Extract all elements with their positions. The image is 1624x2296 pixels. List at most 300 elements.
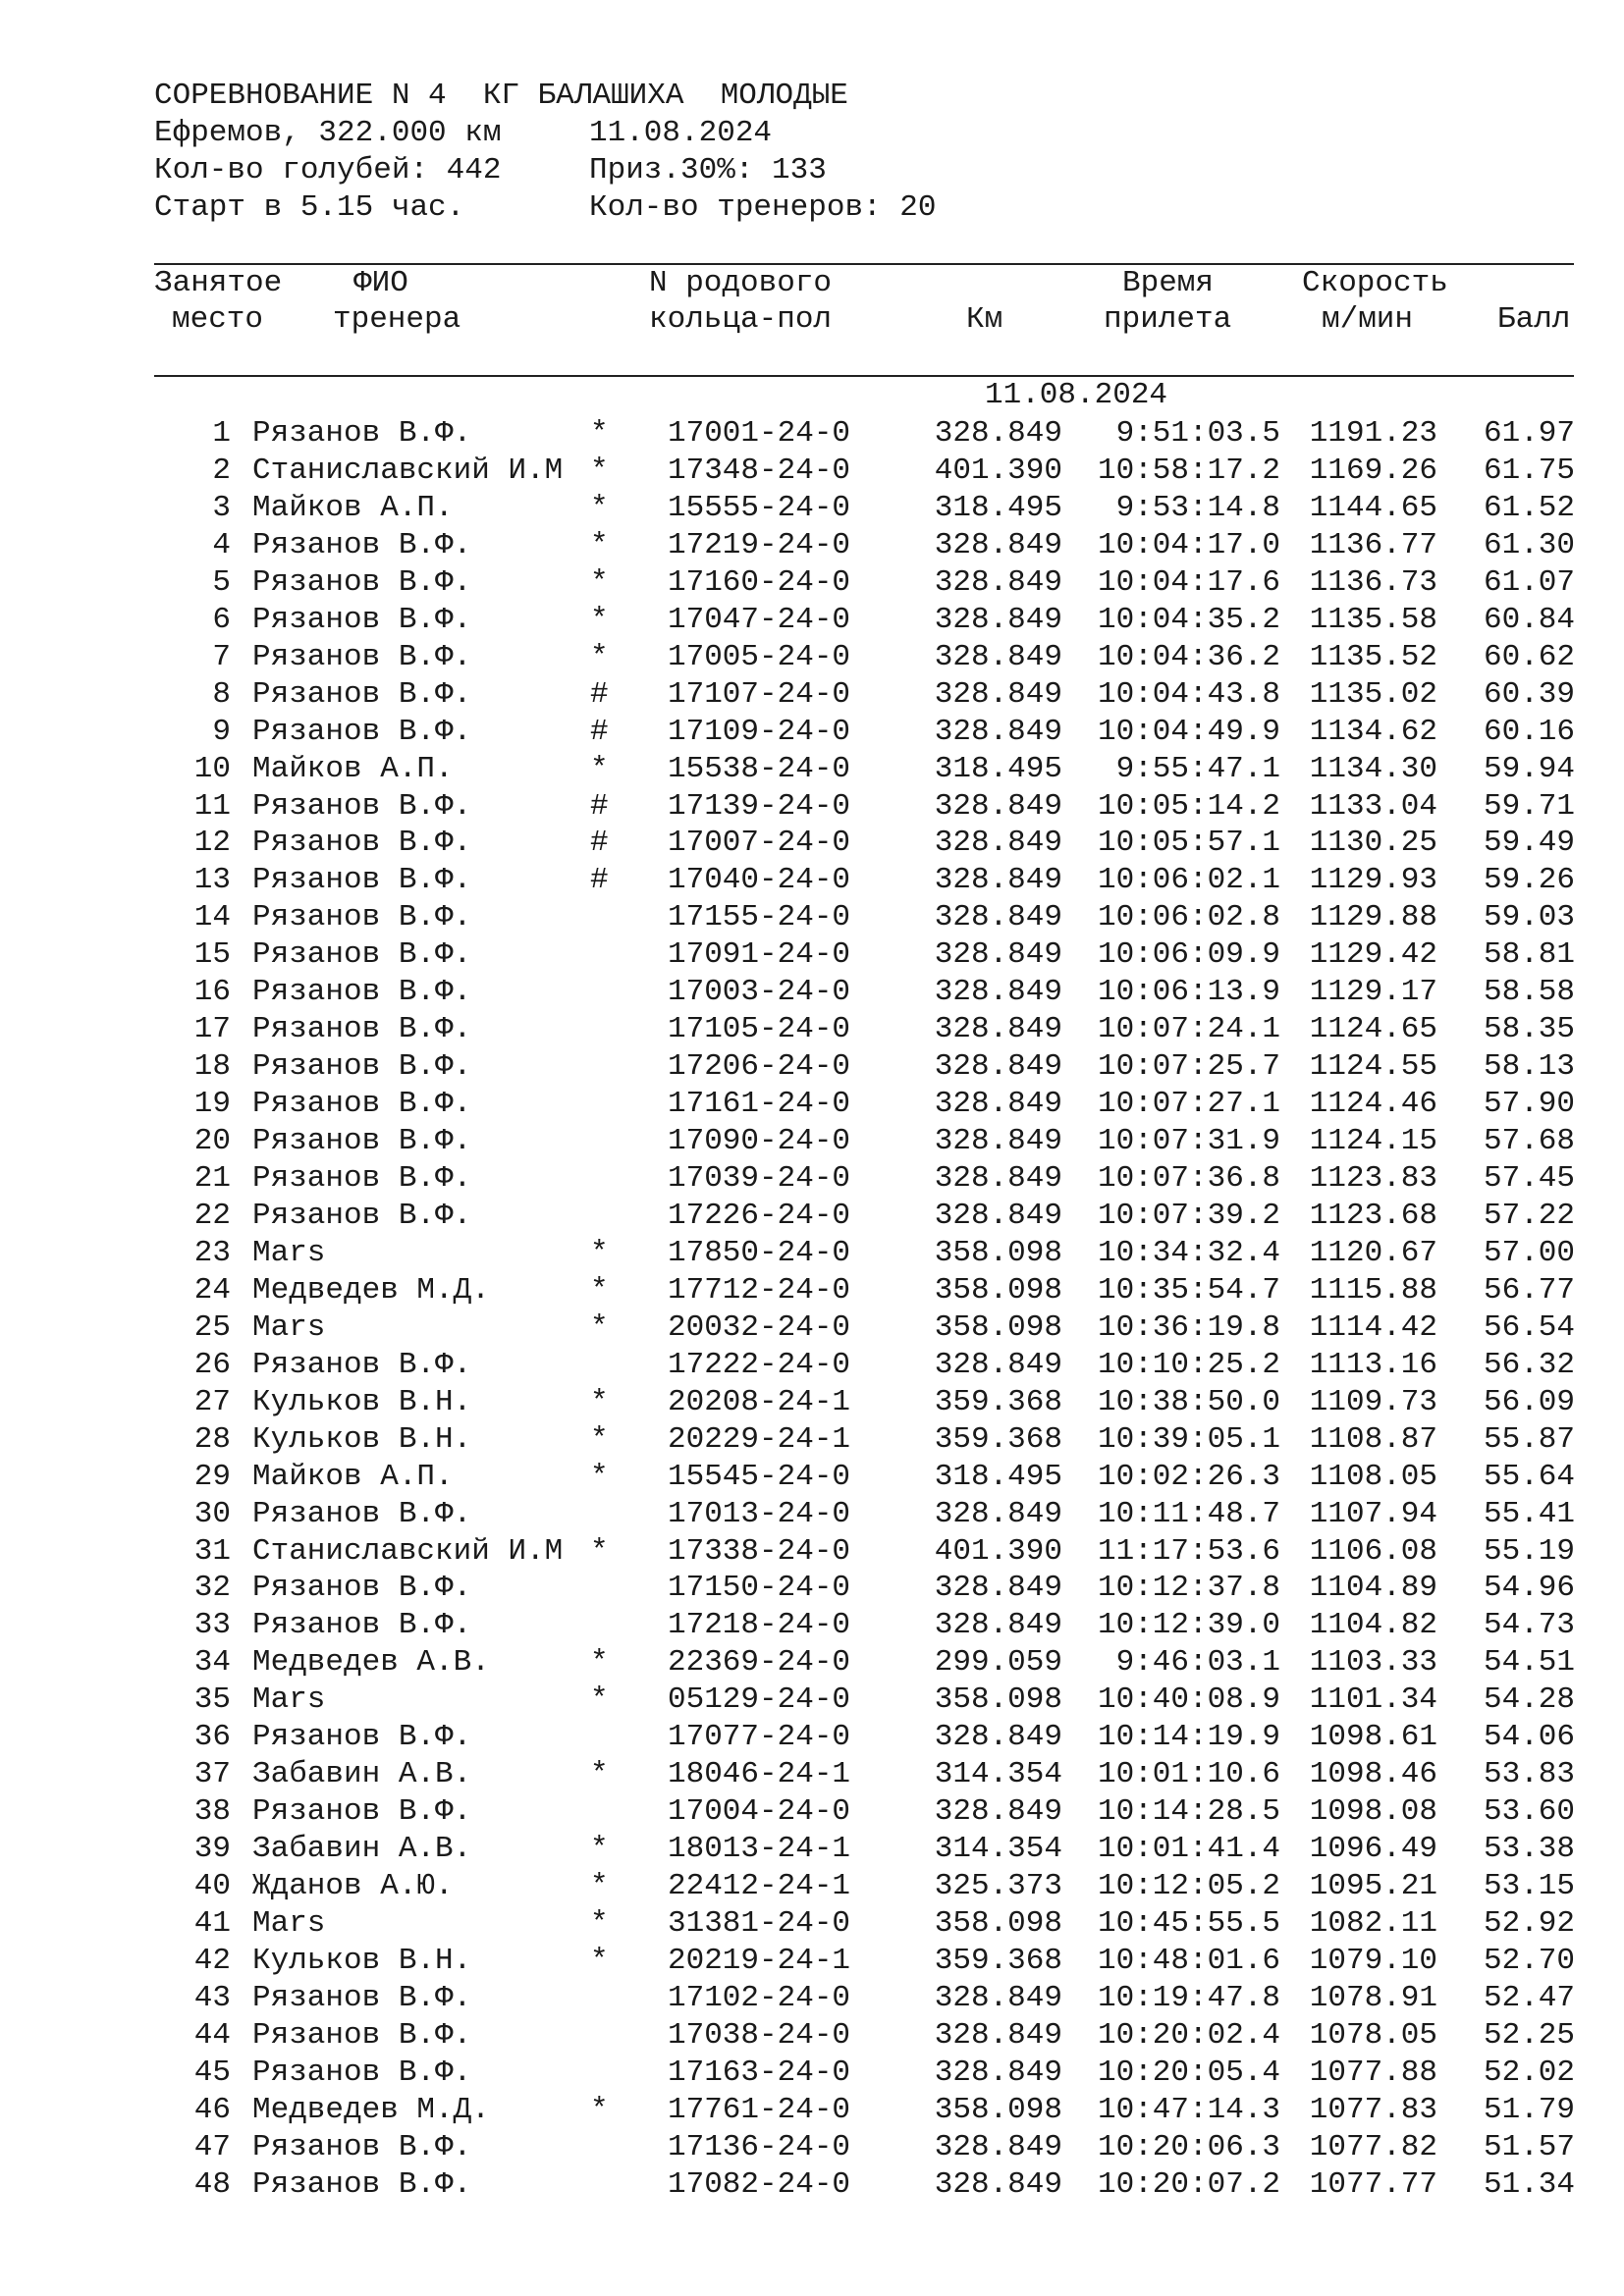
ring-number-cell: 17150-24-0 <box>668 1571 851 1606</box>
ring-number-cell: 17761-24-0 <box>668 2092 851 2127</box>
trainer-name-cell: Рязанов В.Ф. <box>252 1720 472 1755</box>
place-cell: 43 <box>193 1980 231 2015</box>
mark-cell: * <box>590 1235 609 1270</box>
points-cell: 61.97 <box>1483 416 1575 451</box>
speed-cell: 1129.93 <box>1309 863 1437 898</box>
arrival-time-cell: 10:01:41.4 <box>1097 1832 1280 1867</box>
km-cell: 328.849 <box>934 2055 1062 2090</box>
arrival-time-cell: 10:02:26.3 <box>1097 1459 1280 1494</box>
ring-number-cell: 17206-24-0 <box>668 1049 851 1085</box>
trainer-name-cell: Рязанов В.Ф. <box>252 2017 472 2053</box>
points-cell: 51.79 <box>1483 2092 1575 2127</box>
table-row <box>0 1644 1624 1682</box>
arrival-time-cell: 10:07:36.8 <box>1097 1161 1280 1196</box>
arrival-time-cell: 11:17:53.6 <box>1097 1533 1280 1569</box>
speed-cell: 1114.42 <box>1309 1309 1437 1345</box>
mark-cell: * <box>590 1309 609 1345</box>
place-cell: 38 <box>193 1794 231 1830</box>
km-cell: 401.390 <box>934 1533 1062 1569</box>
trainer-name-cell: Рязанов В.Ф. <box>252 2129 472 2164</box>
arrival-time-cell: 10:19:47.8 <box>1097 1980 1280 2015</box>
trainer-name-cell: Рязанов В.Ф. <box>252 1980 472 2015</box>
table-row <box>0 1570 1624 1607</box>
ring-number-cell: 17712-24-0 <box>668 1272 851 1308</box>
trainer-name-cell: Майков А.П. <box>252 490 454 525</box>
speed-cell: 1078.05 <box>1309 2017 1437 2053</box>
ring-number-cell: 17105-24-0 <box>668 1012 851 1047</box>
trainer-name-cell: Станиславский И.М <box>252 453 564 488</box>
trainer-name-cell: Майков А.П. <box>252 751 454 786</box>
place-cell: 22 <box>193 1198 231 1233</box>
ring-number-cell: 15545-24-0 <box>668 1459 851 1494</box>
col-speed-line2: м/мин <box>1322 302 1414 337</box>
mark-cell: * <box>590 1533 609 1569</box>
arrival-time-cell: 10:06:02.8 <box>1097 900 1280 935</box>
table-row <box>0 788 1624 826</box>
table-row <box>0 714 1624 751</box>
speed-cell: 1107.94 <box>1309 1496 1437 1531</box>
col-name-line2: тренера <box>333 302 461 337</box>
trainer-count: Кол-во тренеров: 20 <box>589 190 937 225</box>
arrival-time-cell: 10:10:25.2 <box>1097 1347 1280 1382</box>
ring-number-cell: 17102-24-0 <box>668 1980 851 2015</box>
mark-cell: * <box>590 639 609 674</box>
table-row <box>0 1607 1624 1644</box>
arrival-time-cell: 10:04:17.6 <box>1097 564 1280 600</box>
arrival-time-cell: 10:34:32.4 <box>1097 1235 1280 1270</box>
trainer-name-cell: Медведев М.Д. <box>252 2092 490 2127</box>
mark-cell: * <box>590 490 609 525</box>
table-row <box>0 1384 1624 1421</box>
place-cell: 42 <box>193 1943 231 1978</box>
trainer-name-cell: Медведев М.Д. <box>252 1272 490 1308</box>
table-row <box>0 2017 1624 2055</box>
points-cell: 57.68 <box>1483 1124 1575 1159</box>
km-cell: 318.495 <box>934 1459 1062 1494</box>
km-cell: 328.849 <box>934 1049 1062 1085</box>
place-cell: 34 <box>193 1645 231 1681</box>
ring-number-cell: 17038-24-0 <box>668 2017 851 2053</box>
arrival-time-cell: 10:07:24.1 <box>1097 1012 1280 1047</box>
speed-cell: 1108.87 <box>1309 1421 1437 1457</box>
km-cell: 328.849 <box>934 2129 1062 2164</box>
ring-number-cell: 17001-24-0 <box>668 416 851 451</box>
arrival-time-cell: 10:04:49.9 <box>1097 714 1280 749</box>
points-cell: 54.73 <box>1483 1608 1575 1643</box>
points-cell: 56.32 <box>1483 1347 1575 1382</box>
km-cell: 328.849 <box>934 714 1062 749</box>
trainer-name-cell: Медведев А.В. <box>252 1645 490 1681</box>
arrival-time-cell: 9:46:03.1 <box>1115 1645 1280 1681</box>
km-cell: 318.495 <box>934 751 1062 786</box>
arrival-time-cell: 10:20:02.4 <box>1097 2017 1280 2053</box>
trainer-name-cell: Рязанов В.Ф. <box>252 900 472 935</box>
km-cell: 328.849 <box>934 1794 1062 1830</box>
mark-cell: * <box>590 453 609 488</box>
ring-number-cell: 15555-24-0 <box>668 490 851 525</box>
table-row <box>0 1719 1624 1756</box>
points-cell: 54.06 <box>1483 1720 1575 1755</box>
table-row <box>0 676 1624 714</box>
ring-number-cell: 17109-24-0 <box>668 714 851 749</box>
points-cell: 59.49 <box>1483 826 1575 861</box>
ring-number-cell: 17090-24-0 <box>668 1124 851 1159</box>
table-row <box>0 1533 1624 1571</box>
trainer-name-cell: Рязанов В.Ф. <box>252 1794 472 1830</box>
km-cell: 328.849 <box>934 416 1062 451</box>
speed-cell: 1098.08 <box>1309 1794 1437 1830</box>
mark-cell: * <box>590 527 609 562</box>
trainer-name-cell: Рязанов В.Ф. <box>252 1347 472 1382</box>
ring-number-cell: 05129-24-0 <box>668 1682 851 1718</box>
trainer-name-cell: Рязанов В.Ф. <box>252 1049 472 1085</box>
speed-cell: 1082.11 <box>1309 1906 1437 1941</box>
ring-number-cell: 17047-24-0 <box>668 602 851 637</box>
trainer-name-cell: Рязанов В.Ф. <box>252 1571 472 1606</box>
speed-cell: 1103.33 <box>1309 1645 1437 1681</box>
speed-cell: 1133.04 <box>1309 788 1437 824</box>
points-cell: 53.38 <box>1483 1832 1575 1867</box>
place-cell: 40 <box>193 1869 231 1904</box>
arrival-time-cell: 10:04:17.0 <box>1097 527 1280 562</box>
points-cell: 54.96 <box>1483 1571 1575 1606</box>
arrival-time-cell: 10:12:37.8 <box>1097 1571 1280 1606</box>
points-cell: 54.28 <box>1483 1682 1575 1718</box>
trainer-name-cell: Рязанов В.Ф. <box>252 416 472 451</box>
col-ring-line1: N родового <box>649 266 833 300</box>
speed-cell: 1079.10 <box>1309 1943 1437 1978</box>
table-row <box>0 1905 1624 1943</box>
speed-cell: 1135.02 <box>1309 676 1437 712</box>
table-row <box>0 1682 1624 1719</box>
place-cell: 1 <box>212 416 231 451</box>
km-cell: 328.849 <box>934 1608 1062 1643</box>
km-cell: 358.098 <box>934 2092 1062 2127</box>
place-cell: 37 <box>193 1757 231 1792</box>
place-cell: 2 <box>212 453 231 488</box>
points-cell: 60.62 <box>1483 639 1575 674</box>
km-cell: 328.849 <box>934 900 1062 935</box>
table-row <box>0 1831 1624 1868</box>
place-cell: 26 <box>193 1347 231 1382</box>
km-cell: 328.849 <box>934 639 1062 674</box>
speed-cell: 1124.65 <box>1309 1012 1437 1047</box>
table-row <box>0 936 1624 974</box>
km-cell: 358.098 <box>934 1309 1062 1345</box>
speed-cell: 1077.82 <box>1309 2129 1437 2164</box>
km-cell: 401.390 <box>934 453 1062 488</box>
km-cell: 328.849 <box>934 1198 1062 1233</box>
mark-cell: * <box>590 1421 609 1457</box>
arrival-time-cell: 10:35:54.7 <box>1097 1272 1280 1308</box>
points-cell: 58.58 <box>1483 975 1575 1010</box>
ring-number-cell: 15538-24-0 <box>668 751 851 786</box>
place-cell: 35 <box>193 1682 231 1718</box>
points-cell: 51.57 <box>1483 2129 1575 2164</box>
speed-cell: 1124.55 <box>1309 1049 1437 1085</box>
trainer-name-cell: Майков А.П. <box>252 1459 454 1494</box>
km-cell: 328.849 <box>934 2017 1062 2053</box>
points-cell: 55.41 <box>1483 1496 1575 1531</box>
arrival-time-cell: 10:07:25.7 <box>1097 1049 1280 1085</box>
points-cell: 56.77 <box>1483 1272 1575 1308</box>
place-cell: 45 <box>193 2055 231 2090</box>
trainer-name-cell: Рязанов В.Ф. <box>252 937 472 973</box>
place-cell: 10 <box>193 751 231 786</box>
speed-cell: 1077.77 <box>1309 2166 1437 2202</box>
speed-cell: 1135.58 <box>1309 602 1437 637</box>
table-row <box>0 1421 1624 1459</box>
arrival-time-cell: 10:40:08.9 <box>1097 1682 1280 1718</box>
place-cell: 17 <box>193 1012 231 1047</box>
speed-cell: 1130.25 <box>1309 826 1437 861</box>
col-ring-line2: кольца-пол <box>649 302 833 337</box>
start-time: Старт в 5.15 час. <box>154 190 465 225</box>
speed-cell: 1104.89 <box>1309 1571 1437 1606</box>
col-time-line1: Время <box>1122 266 1215 300</box>
ring-number-cell: 17139-24-0 <box>668 788 851 824</box>
place-cell: 24 <box>193 1272 231 1308</box>
points-cell: 59.94 <box>1483 751 1575 786</box>
table-row <box>0 862 1624 899</box>
header-rule-bottom <box>154 375 1574 377</box>
mark-cell: * <box>590 1943 609 1978</box>
trainer-name-cell: Рязанов В.Ф. <box>252 714 472 749</box>
points-cell: 61.07 <box>1483 564 1575 600</box>
ring-number-cell: 17004-24-0 <box>668 1794 851 1830</box>
trainer-name-cell: Кульков В.Н. <box>252 1384 472 1419</box>
mark-cell: * <box>590 416 609 451</box>
km-cell: 299.059 <box>934 1645 1062 1681</box>
date-separator: 11.08.2024 <box>985 378 1168 412</box>
km-cell: 328.849 <box>934 863 1062 898</box>
table-row <box>0 1123 1624 1160</box>
ring-number-cell: 22369-24-0 <box>668 1645 851 1681</box>
mark-cell: * <box>590 1906 609 1941</box>
trainer-name-cell: Рязанов В.Ф. <box>252 1087 472 1122</box>
place-cell: 5 <box>212 564 231 600</box>
competition-title: СОРЕВНОВАНИЕ N 4 КГ БАЛАШИХА МОЛОДЫЕ <box>154 79 848 113</box>
ring-number-cell: 17039-24-0 <box>668 1161 851 1196</box>
col-points: Балл <box>1497 302 1571 337</box>
mark-cell: * <box>590 1869 609 1904</box>
km-cell: 328.849 <box>934 1161 1062 1196</box>
trainer-name-cell: Рязанов В.Ф. <box>252 863 472 898</box>
col-place-line1: Занятое <box>154 266 283 300</box>
ring-number-cell: 17161-24-0 <box>668 1087 851 1122</box>
place-cell: 3 <box>212 490 231 525</box>
place-cell: 44 <box>193 2017 231 2053</box>
km-cell: 358.098 <box>934 1682 1062 1718</box>
mark-cell: * <box>590 1384 609 1419</box>
ring-number-cell: 17226-24-0 <box>668 1198 851 1233</box>
speed-cell: 1077.88 <box>1309 2055 1437 2090</box>
arrival-time-cell: 10:58:17.2 <box>1097 453 1280 488</box>
ring-number-cell: 17219-24-0 <box>668 527 851 562</box>
mark-cell: * <box>590 1272 609 1308</box>
table-row <box>0 2166 1624 2204</box>
mark-cell: * <box>590 1757 609 1792</box>
ring-number-cell: 20208-24-1 <box>668 1384 851 1419</box>
trainer-name-cell: Рязанов В.Ф. <box>252 1496 472 1531</box>
table-row <box>0 1272 1624 1309</box>
table-row <box>0 1496 1624 1533</box>
speed-cell: 1134.62 <box>1309 714 1437 749</box>
arrival-time-cell: 10:04:35.2 <box>1097 602 1280 637</box>
table-row <box>0 974 1624 1011</box>
arrival-time-cell: 10:14:28.5 <box>1097 1794 1280 1830</box>
trainer-name-cell: Жданов А.Ю. <box>252 1869 454 1904</box>
arrival-time-cell: 10:06:13.9 <box>1097 975 1280 1010</box>
table-row <box>0 2092 1624 2129</box>
trainer-name-cell: Рязанов В.Ф. <box>252 639 472 674</box>
km-cell: 328.849 <box>934 2166 1062 2202</box>
speed-cell: 1124.15 <box>1309 1124 1437 1159</box>
km-cell: 328.849 <box>934 564 1062 600</box>
mark-cell: * <box>590 1645 609 1681</box>
table-row <box>0 602 1624 639</box>
place-cell: 15 <box>193 937 231 973</box>
points-cell: 52.92 <box>1483 1906 1575 1941</box>
trainer-name-cell: Рязанов В.Ф. <box>252 602 472 637</box>
points-cell: 59.26 <box>1483 863 1575 898</box>
trainer-name-cell: Станиславский И.М <box>252 1533 564 1569</box>
place-cell: 29 <box>193 1459 231 1494</box>
place-cell: 4 <box>212 527 231 562</box>
place-cell: 25 <box>193 1309 231 1345</box>
arrival-time-cell: 10:20:06.3 <box>1097 2129 1280 2164</box>
points-cell: 53.15 <box>1483 1869 1575 1904</box>
ring-number-cell: 17013-24-0 <box>668 1496 851 1531</box>
km-cell: 359.368 <box>934 1943 1062 1978</box>
ring-number-cell: 17091-24-0 <box>668 937 851 973</box>
speed-cell: 1144.65 <box>1309 490 1437 525</box>
place-cell: 31 <box>193 1533 231 1569</box>
mark-cell: # <box>590 826 609 861</box>
trainer-name-cell: Mars <box>252 1309 326 1345</box>
table-row <box>0 2129 1624 2166</box>
trainer-name-cell: Кульков В.Н. <box>252 1943 472 1978</box>
arrival-time-cell: 10:20:07.2 <box>1097 2166 1280 2202</box>
ring-number-cell: 17077-24-0 <box>668 1720 851 1755</box>
place-cell: 33 <box>193 1608 231 1643</box>
table-row <box>0 453 1624 490</box>
points-cell: 58.81 <box>1483 937 1575 973</box>
speed-cell: 1124.46 <box>1309 1087 1437 1122</box>
table-row <box>0 1086 1624 1123</box>
arrival-time-cell: 10:14:19.9 <box>1097 1720 1280 1755</box>
table-row <box>0 1459 1624 1496</box>
ring-number-cell: 17107-24-0 <box>668 676 851 712</box>
km-cell: 358.098 <box>934 1906 1062 1941</box>
points-cell: 58.13 <box>1483 1049 1575 1085</box>
ring-number-cell: 17160-24-0 <box>668 564 851 600</box>
trainer-name-cell: Кульков В.Н. <box>252 1421 472 1457</box>
km-cell: 328.849 <box>934 1087 1062 1122</box>
place-cell: 46 <box>193 2092 231 2127</box>
km-cell: 358.098 <box>934 1272 1062 1308</box>
speed-cell: 1123.68 <box>1309 1198 1437 1233</box>
km-cell: 328.849 <box>934 1124 1062 1159</box>
table-row <box>0 1198 1624 1235</box>
mark-cell: # <box>590 714 609 749</box>
place-cell: 13 <box>193 863 231 898</box>
ring-number-cell: 17040-24-0 <box>668 863 851 898</box>
points-cell: 59.71 <box>1483 788 1575 824</box>
place-cell: 6 <box>212 602 231 637</box>
release-place: Ефремов, 322.000 км <box>154 116 502 150</box>
col-speed-line1: Скорость <box>1302 266 1448 300</box>
ring-number-cell: 17338-24-0 <box>668 1533 851 1569</box>
points-cell: 60.16 <box>1483 714 1575 749</box>
speed-cell: 1191.23 <box>1309 416 1437 451</box>
km-cell: 328.849 <box>934 937 1062 973</box>
ring-number-cell: 17163-24-0 <box>668 2055 851 2090</box>
col-km: Км <box>966 302 1003 337</box>
arrival-time-cell: 10:05:14.2 <box>1097 788 1280 824</box>
km-cell: 328.849 <box>934 1571 1062 1606</box>
km-cell: 314.354 <box>934 1832 1062 1867</box>
km-cell: 359.368 <box>934 1421 1062 1457</box>
table-row <box>0 2055 1624 2092</box>
mark-cell: * <box>590 602 609 637</box>
trainer-name-cell: Рязанов В.Ф. <box>252 1124 472 1159</box>
km-cell: 328.849 <box>934 527 1062 562</box>
speed-cell: 1098.61 <box>1309 1720 1437 1755</box>
arrival-time-cell: 9:51:03.5 <box>1115 416 1280 451</box>
km-cell: 328.849 <box>934 826 1062 861</box>
arrival-time-cell: 10:36:19.8 <box>1097 1309 1280 1345</box>
speed-cell: 1136.77 <box>1309 527 1437 562</box>
trainer-name-cell: Рязанов В.Ф. <box>252 564 472 600</box>
points-cell: 55.87 <box>1483 1421 1575 1457</box>
arrival-time-cell: 10:07:31.9 <box>1097 1124 1280 1159</box>
arrival-time-cell: 10:11:48.7 <box>1097 1496 1280 1531</box>
arrival-time-cell: 10:04:36.2 <box>1097 639 1280 674</box>
points-cell: 55.19 <box>1483 1533 1575 1569</box>
arrival-time-cell: 10:20:05.4 <box>1097 2055 1280 2090</box>
table-row <box>0 1048 1624 1086</box>
speed-cell: 1120.67 <box>1309 1235 1437 1270</box>
col-time-line2: прилета <box>1104 302 1232 337</box>
points-cell: 61.30 <box>1483 527 1575 562</box>
arrival-time-cell: 9:55:47.1 <box>1115 751 1280 786</box>
table-row <box>0 1011 1624 1048</box>
table-row <box>0 751 1624 788</box>
speed-cell: 1129.88 <box>1309 900 1437 935</box>
km-cell: 328.849 <box>934 676 1062 712</box>
arrival-time-cell: 10:47:14.3 <box>1097 2092 1280 2127</box>
place-cell: 30 <box>193 1496 231 1531</box>
place-cell: 16 <box>193 975 231 1010</box>
speed-cell: 1104.82 <box>1309 1608 1437 1643</box>
speed-cell: 1101.34 <box>1309 1682 1437 1718</box>
km-cell: 328.849 <box>934 1720 1062 1755</box>
trainer-name-cell: Mars <box>252 1906 326 1941</box>
trainer-name-cell: Рязанов В.Ф. <box>252 1012 472 1047</box>
table-row <box>0 415 1624 453</box>
ring-number-cell: 17005-24-0 <box>668 639 851 674</box>
table-row <box>0 564 1624 602</box>
trainer-name-cell: Mars <box>252 1235 326 1270</box>
km-cell: 314.354 <box>934 1757 1062 1792</box>
points-cell: 57.90 <box>1483 1087 1575 1122</box>
arrival-time-cell: 10:38:50.0 <box>1097 1384 1280 1419</box>
km-cell: 328.849 <box>934 788 1062 824</box>
table-row <box>0 1160 1624 1198</box>
trainer-name-cell: Mars <box>252 1682 326 1718</box>
ring-number-cell: 17082-24-0 <box>668 2166 851 2202</box>
